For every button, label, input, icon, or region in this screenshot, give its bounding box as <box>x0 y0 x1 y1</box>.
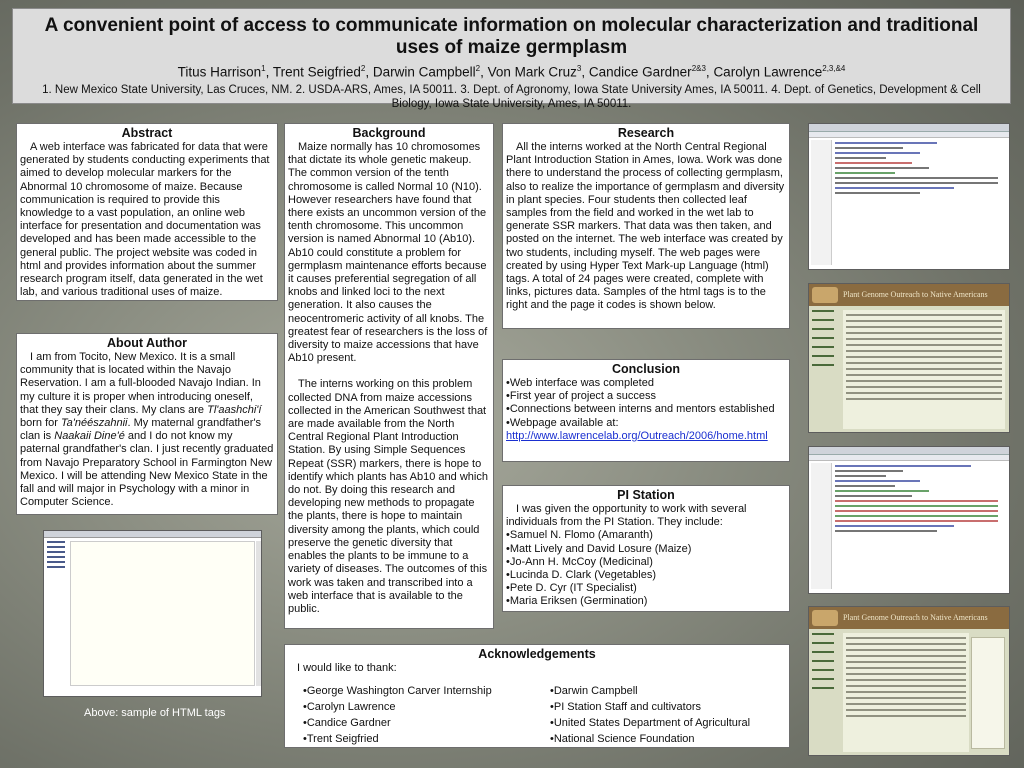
list-item: •Matt Lively and David Losure (Maize) <box>506 542 692 555</box>
site-title: Plant Genome Outreach to Native Americans <box>843 613 988 622</box>
acknowledgements-list <box>303 683 550 747</box>
pi-station-intro: I was given the opportunity to work with several individuals from the PI Station. They include: <box>506 503 747 529</box>
author-name: Carolyn Lawrence <box>713 64 823 80</box>
author-name: Darwin Campbell <box>372 64 476 80</box>
list-item: •Maria Eriksen (Germination) <box>506 595 648 608</box>
list-item: •Trent Seigfried <box>303 733 379 746</box>
clan-name: Ta'néészahnii <box>60 417 128 430</box>
clan-name: Naakaii Dine'é <box>54 430 125 443</box>
list-item: •Samuel N. Flomo (Amaranth) <box>506 529 653 542</box>
affiliations: 1. New Mexico State University, Las Cruces, NM. 2. USDA-ARS, Ames, IA 50011. 3. Dept. of Agronomy, Iowa State University Ames, IA 50011. 4. Dept. of Genetics, Development & Cell Biology, Iowa State University, Ames, IA 50011. <box>42 83 981 110</box>
pi-station-list <box>506 529 786 608</box>
html-code-screenshot <box>808 446 1010 594</box>
list-item: •PI Station Staff and cultivators <box>550 701 702 714</box>
author-name: Von Mark Cruz <box>487 64 577 80</box>
maize-logo-icon <box>812 287 838 303</box>
acknowledgements-list <box>550 683 750 747</box>
html-code-screenshot <box>808 123 1010 270</box>
list-item: •George Washington Carver Internship <box>303 685 492 698</box>
pi-station-panel <box>502 485 790 612</box>
list-item: •Web interface was completed <box>506 377 654 389</box>
webpage-screenshot <box>808 283 1010 433</box>
about-author-heading: About Author <box>106 336 188 350</box>
about-author-panel <box>16 333 278 515</box>
acknowledgements-heading: Acknowledgements <box>478 647 596 661</box>
acknowledgements-intro: I would like to thank: <box>297 662 397 674</box>
list-item: •Carolyn Lawrence <box>303 701 396 714</box>
abstract-text: A web interface was fabricated for data that were generated by students conducting experiments that aimed to develop molecular markers for the Abnormal 10 chromosome of maize. Because communication is required to provide this knowledge to a vast population, an online web interface for presentation and documentation was developed and has been made accessible to the general public. The project website was coded in html and provides information about the summer research program itself, data generated in the wet lab, and various traditional uses of maize. <box>20 141 270 299</box>
html-editor-screenshot <box>43 530 262 697</box>
site-title: Plant Genome Outreach to Native Americans <box>843 290 988 299</box>
abstract-heading: Abstract <box>121 126 173 140</box>
author-name: Titus Harrison <box>177 64 262 80</box>
list-item: •Lucinda D. Clark (Vegetables) <box>506 569 656 582</box>
conclusion-list <box>506 377 786 443</box>
poster-title: A convenient point of access to communicate information on molecular characterization and traditional uses of maize germplasm <box>44 15 979 58</box>
author-name: Candice Gardner <box>588 64 692 80</box>
list-item: •Webpage available at: <box>506 416 619 429</box>
background-panel <box>284 123 494 629</box>
research-heading: Research <box>617 126 675 140</box>
webpage-screenshot <box>808 606 1010 756</box>
background-text-2: The interns working on this problem collected DNA from maize accessions collected in the American Southwest that are made available from the North Central Regional Plant Introduction Station. By using Simple Sequences Repeat (SSR) markers, there is hope to identify which plants has Ab10 and which do not. By doing this research and developing new methods to propagate the plants, there is hope to maintain diversity among the plants, which could preserve the genetic diversity that enables the plants to be immune to a variety of diseases. The outcomes of this work was taken and transcribed into a web interface that is available to the public. <box>288 378 488 615</box>
acknowledgements-panel <box>284 644 790 748</box>
author-name: Trent Seigfried <box>272 64 361 80</box>
pi-station-heading: PI Station <box>617 488 675 502</box>
project-website-link[interactable]: http://www.lawrencelab.org/Outreach/2006/home.html <box>506 429 768 442</box>
list-item: •Connections between interns and mentors established <box>506 403 775 416</box>
conclusion-panel <box>502 359 790 462</box>
abstract-panel <box>16 123 278 301</box>
research-text: All the interns worked at the North Central Regional Plant Introduction Station in Ames, Iowa. Work was done there to understand the process of collecting germplasm, also to realize the importance of germplasm and diversity in plant species. Four students then collected leaf samples from the field and worked in the wet lab to generate SSR markers. That data was then taken, and posted on the internet. The web interface was created by two students, including myself. The web pages were created by using Hyper Text Mark-up Language (html) tags. A total of 24 pages were created, complete with links, pictures data. Samples of the html tags is to the right and the page it codes is shown below. <box>506 141 785 312</box>
background-text-1: Maize normally has 10 chromosomes that dictate its whole genetic makeup. The common version of the tenth chromosome is called Normal 10 (N10). However researchers have found that there exists an uncommon version of the tenth chromosome. This uncommon version is named Abnormal 10 (Ab10). Ab10 could constitute a problem for germplasm maintenance efforts because it causes preferential segregation of all knobs and linked loci to the next generation. It also causes the neocentromeric activity of all knobs. The greatest fear of researchers is the loss of diversity to maize accessions that have Ab10 present. <box>288 141 488 365</box>
list-item: •Candice Gardner <box>303 717 391 730</box>
clan-name: Tl'aashchi'í <box>207 403 262 416</box>
poster-header <box>12 8 1011 110</box>
research-panel <box>502 123 790 329</box>
list-item: •Darwin Campbell <box>550 685 638 698</box>
list-item: •United States Department of Agricultural <box>550 717 751 730</box>
conclusion-heading: Conclusion <box>611 362 681 376</box>
background-heading: Background <box>352 126 426 140</box>
author-list: Titus Harrison$^1$, Trent Seigfried$^2$, Darwin Campbell$^2$, Von Mark Cruz$^3$, Candice Gardner$^{2\&3}$, Carolyn Lawrence$^{2,3,\&4}$ <box>177 64 846 80</box>
list-item: •Jo-Ann H. McCoy (Medicinal) <box>506 555 653 568</box>
about-author-text: I am from Tocito, New Mexico. It is a small community that is located within the Navajo Reservation. I am a full-blooded Navajo Indian. In my culture it is proper when introducing oneself, that they say their clans. My clans are Tl'aashchi'í born for Ta'néészahnii. My maternal grandfather's clan is Naakaii Dine'é and I do not know my paternal grandfather's clan. I just recently graduated from Navajo Preparatory School in Farmington New Mexico. I will be attending New Mexico State in the fall and will major in Psychology with a minor in Computer Science. <box>20 351 274 509</box>
screenshot-caption: Above: sample of HTML tags <box>84 707 226 719</box>
maize-logo-icon <box>812 610 838 626</box>
list-item: •Pete D. Cyr (IT Specialist) <box>506 582 637 595</box>
list-item: •First year of project a success <box>506 390 656 403</box>
list-item: •National Science Foundation <box>550 733 695 746</box>
